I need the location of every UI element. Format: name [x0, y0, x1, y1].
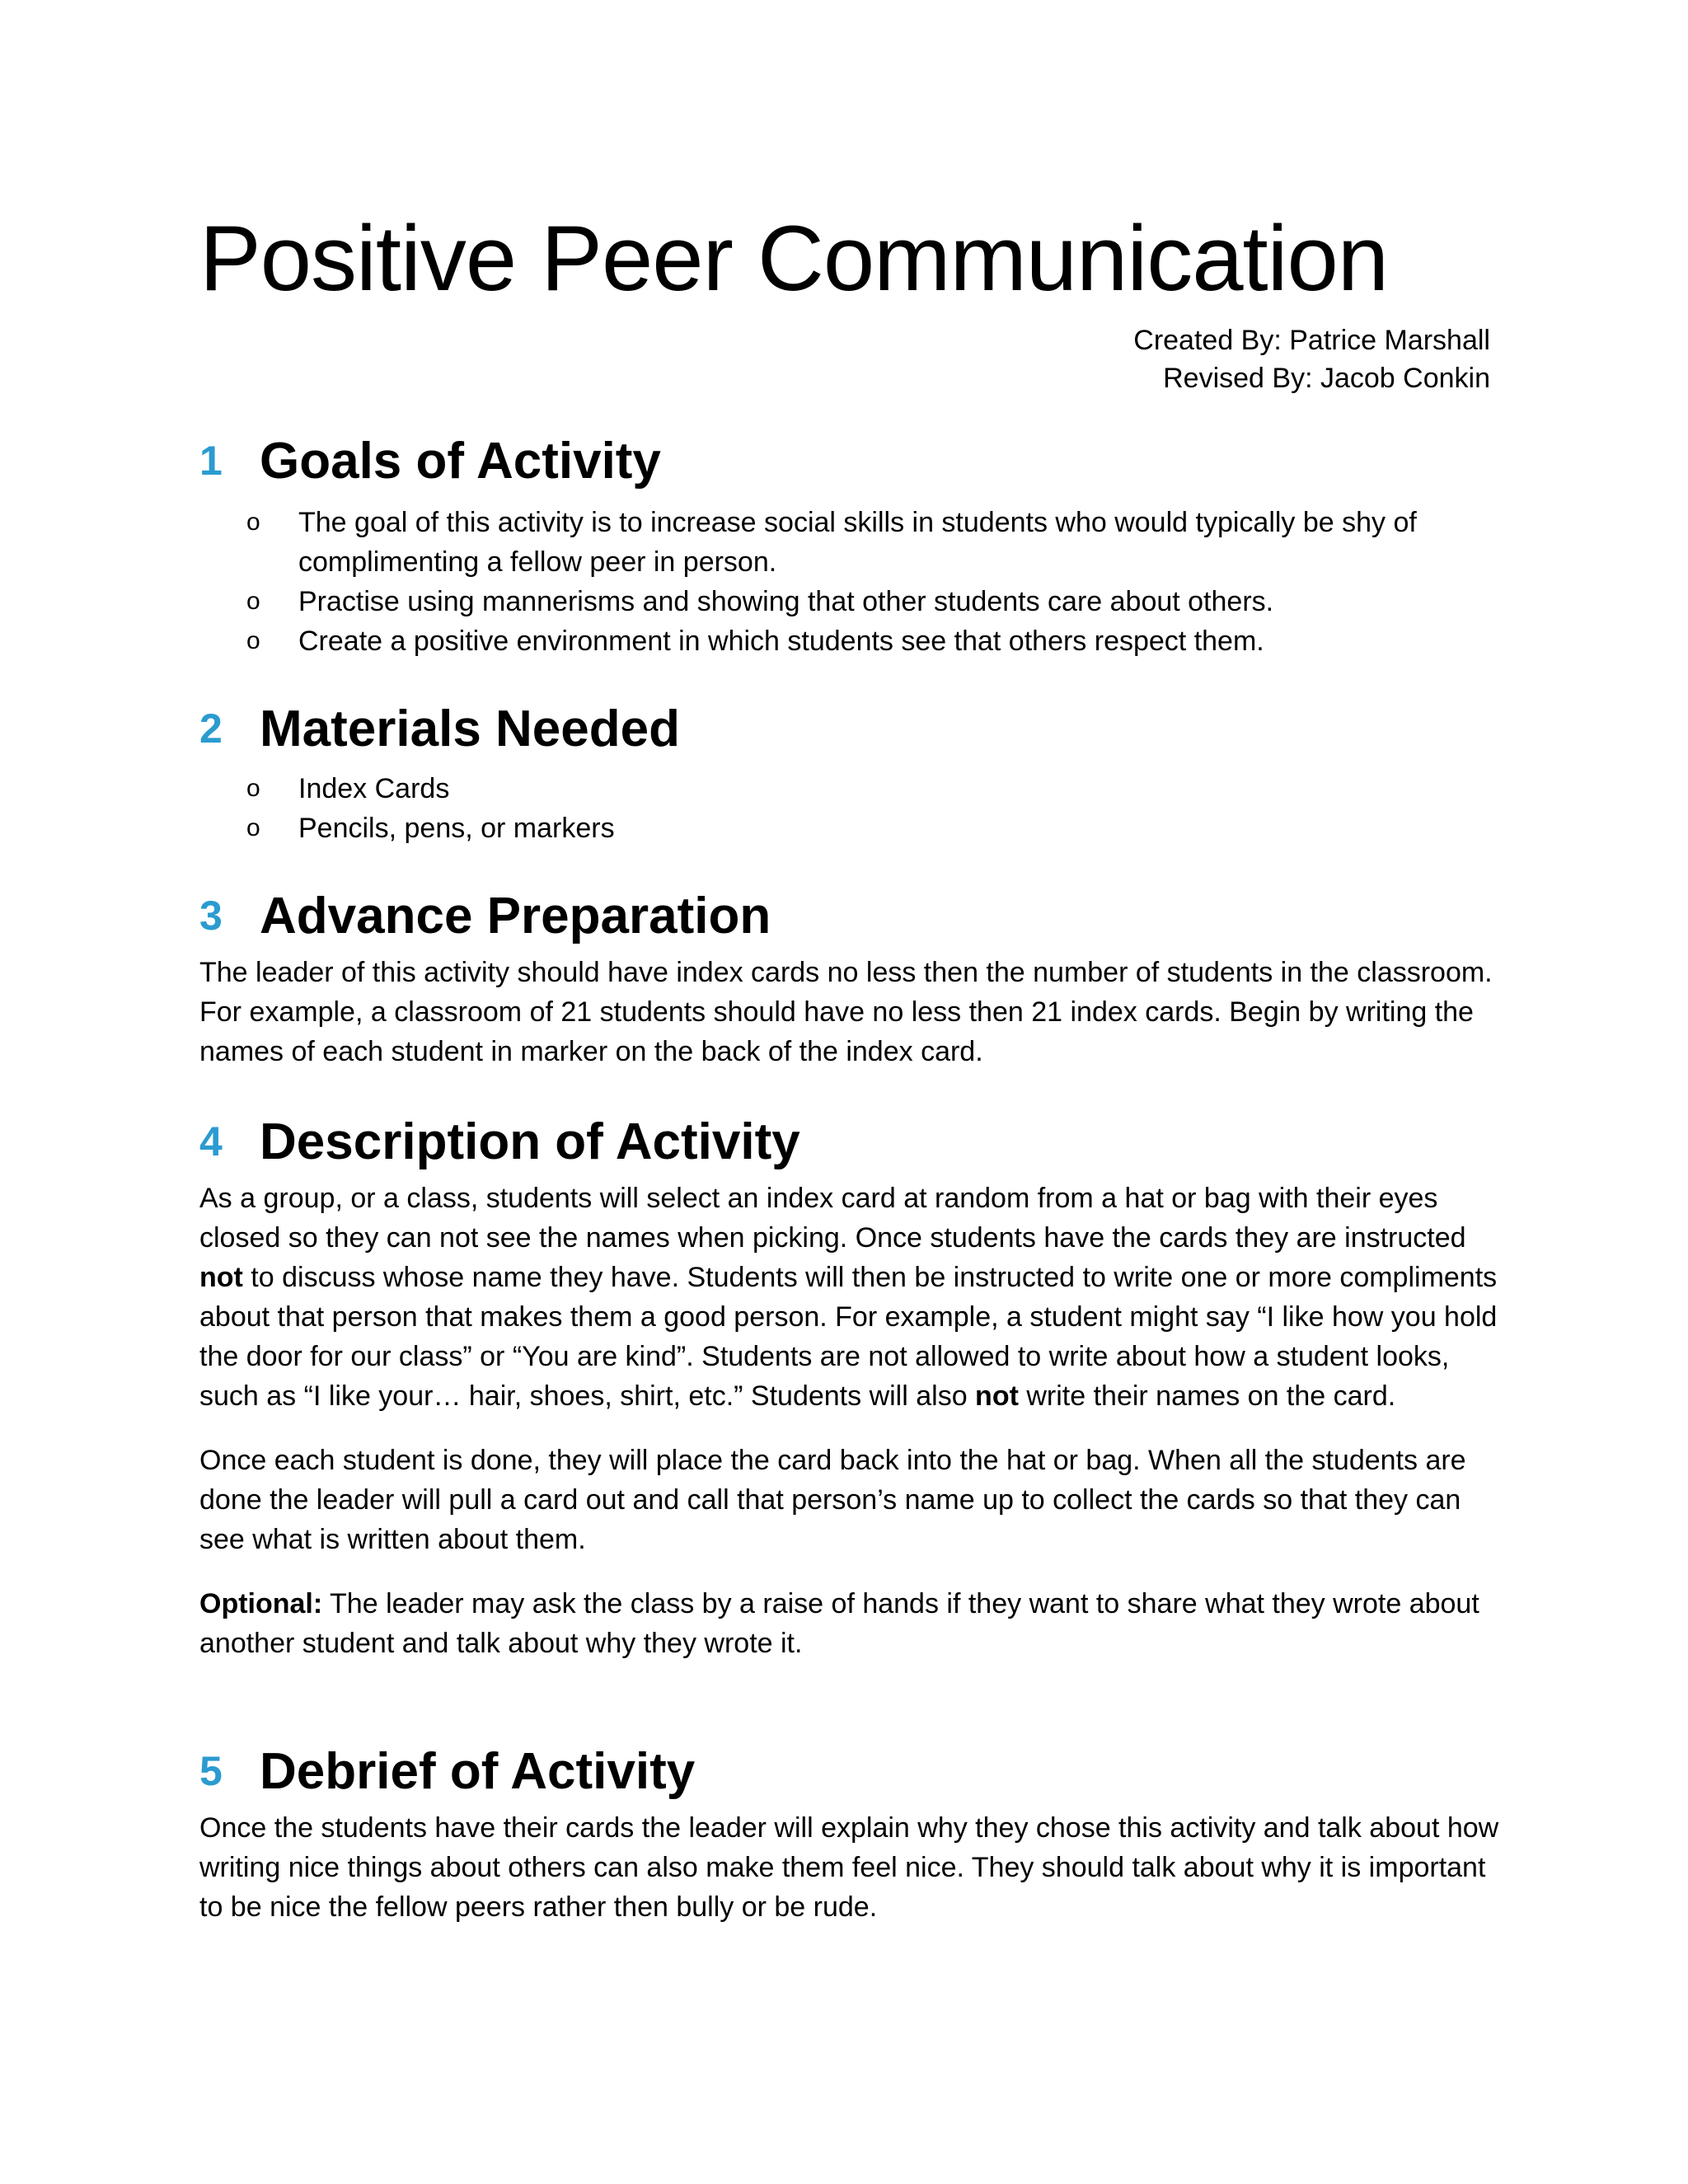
section-heading [199, 1739, 1502, 1805]
revised-by: Revised By: Jacob Conkin [1163, 363, 1490, 394]
debrief-paragraph: Once the students have their cards the leader will explain why they chose this activity and talk about how writing nice things about others can also make them feel nice. They should talk about why it is important to be nice the fellow peers rather then bully or be rude. [199, 1812, 1499, 1923]
section-title: Goals of Activity [260, 433, 661, 490]
section-number: 4 [199, 1118, 223, 1165]
section-heading [199, 1109, 1502, 1175]
section-title: Description of Activity [260, 1113, 800, 1170]
list-item: o Create a positive environment in which students see that others respect them. [199, 621, 1502, 661]
page-title: Positive Peer Communication [199, 207, 1389, 310]
section-materials [199, 696, 1502, 848]
list-item: o Index Cards [199, 769, 1502, 808]
bullet-icon: o [246, 588, 260, 615]
goals-list [199, 503, 1502, 661]
description-paragraph-1: As a group, or a class, students will select an index card at random from a hat or bag with their eyes closed so they can not see the names when picking. Once students have the cards they are instructed not to discuss whose name they have. Students will then be instructed to write one or more compliments about that person that makes them a good person. For example, a student might say “I like how you hold the door for our class” or “You are kind”. Students are not allowed to write about how a student looks, such as “I like your… hair, shoes, shirt, etc.” Students will also not write their names on the card. [199, 1183, 1498, 1412]
section-number: 2 [199, 705, 223, 752]
description-optional: Optional: The leader may ask the class by a raise of hands if they want to share what they wrote about another student and talk about why they wrote it. [199, 1588, 1479, 1659]
section-number: 1 [199, 438, 223, 484]
section-description [199, 1109, 1502, 1663]
section-title: Materials Needed [260, 701, 680, 757]
bullet-icon: o [246, 814, 260, 841]
bullet-icon: o [246, 509, 260, 536]
section-preparation [199, 883, 1502, 1071]
section-heading [199, 696, 1502, 762]
created-by: Created By: Patrice Marshall [1133, 325, 1490, 356]
section-title: Debrief of Activity [260, 1743, 696, 1800]
section-heading [199, 429, 1502, 494]
list-item: o Pencils, pens, or markers [199, 808, 1502, 848]
section-goals [199, 429, 1502, 661]
section-heading [199, 883, 1502, 949]
emphasis-not: not [975, 1380, 1019, 1412]
preparation-paragraph: The leader of this activity should have index cards no less then the number of students in the classroom. For example, a classroom of 21 students should have no less then 21 index cards. Begin by writing the names of each student in marker on the back of the index card. [199, 957, 1493, 1067]
optional-label: Optional: [199, 1588, 323, 1619]
credits [1133, 321, 1490, 397]
bullet-icon: o [246, 627, 260, 654]
section-number: 3 [199, 893, 223, 939]
list-item: o Practise using mannerisms and showing that other students care about others. [199, 582, 1502, 621]
bullet-icon: o [246, 775, 260, 802]
materials-list [199, 769, 1502, 848]
list-item: o The goal of this activity is to increase social skills in students who would typically be shy of complimenting a fellow peer in person. [199, 503, 1469, 582]
section-number: 5 [199, 1748, 223, 1794]
section-debrief [199, 1739, 1502, 1927]
description-paragraph-2: Once each student is done, they will place the card back into the hat or bag. When all the students are done the leader will pull a card out and call that person’s name up to collect the cards so that they can see what is written about them. [199, 1445, 1466, 1555]
section-title: Advance Preparation [260, 888, 771, 944]
emphasis-not: not [199, 1262, 243, 1293]
